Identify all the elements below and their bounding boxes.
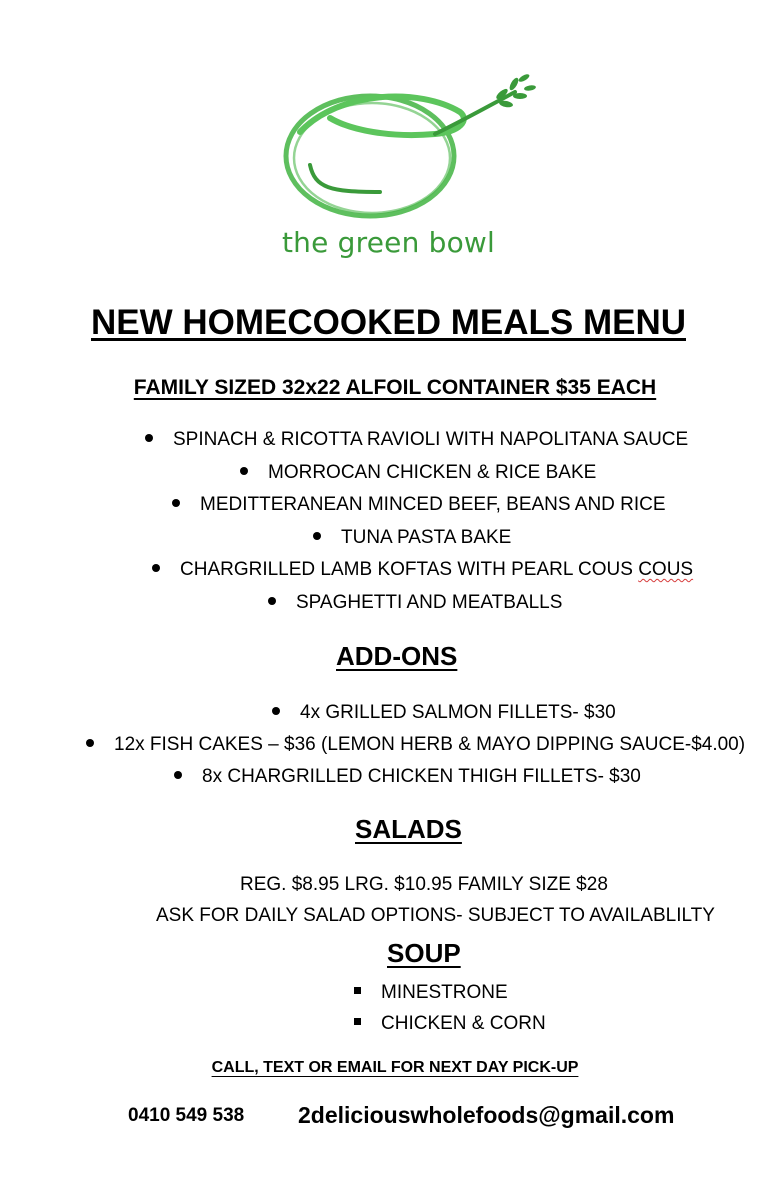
list-item: 12x FISH CAKES – $36 (LEMON HERB & MAYO DIPPING SAUCE-$4.00) (86, 734, 745, 756)
bullet-icon (240, 467, 248, 475)
salad-prices: REG. $8.95 LRG. $10.95 FAMILY SIZE $28 (240, 874, 608, 895)
phone-number: 0410 549 538 (128, 1105, 245, 1126)
list-item: SPAGHETTI AND MEATBALLS (268, 592, 562, 614)
bullet-icon (145, 434, 153, 442)
email-address: 2deliciouswholefoods@gmail.com (298, 1102, 675, 1128)
list-item: MINESTRONE (354, 982, 508, 1004)
brand-name: the green bowl (282, 226, 496, 259)
square-bullet-icon (354, 987, 361, 994)
bullet-icon (152, 564, 160, 572)
list-item: SPINACH & RICOTTA RAVIOLI WITH NAPOLITANA SAUCE (145, 429, 688, 451)
list-item: 4x GRILLED SALMON FILLETS- $30 (272, 702, 616, 724)
page-title: NEW HOMECOOKED MEALS MENU (91, 303, 686, 342)
bullet-icon (86, 739, 94, 747)
list-item: MORROCAN CHICKEN & RICE BAKE (240, 462, 596, 484)
bullet-icon (172, 499, 180, 507)
bullet-icon (313, 532, 321, 540)
list-item: MEDITTERANEAN MINCED BEEF, BEANS AND RICE (172, 494, 666, 516)
pickup-call-to-action: CALL, TEXT OR EMAIL FOR NEXT DAY PICK-UP (211, 1059, 579, 1076)
salad-note: ASK FOR DAILY SALAD OPTIONS- SUBJECT TO AVAILABLILTY (156, 905, 715, 926)
subtitle: FAMILY SIZED 32x22 ALFOIL CONTAINER $35 EACH (133, 376, 657, 399)
soup-heading: SOUP (387, 938, 461, 968)
spellcheck-word: COUS (638, 559, 694, 580)
bullet-icon (272, 707, 280, 715)
salads-heading: SALADS (355, 814, 462, 844)
square-bullet-icon (354, 1018, 361, 1025)
bullet-icon (268, 597, 276, 605)
list-item: TUNA PASTA BAKE (313, 527, 511, 549)
list-item: CHARGRILLED LAMB KOFTAS WITH PEARL COUS COUS (152, 559, 693, 581)
bullet-icon (174, 771, 182, 779)
list-item: 8x CHARGRILLED CHICKEN THIGH FILLETS- $30 (174, 766, 641, 788)
list-item: CHICKEN & CORN (354, 1013, 546, 1035)
addons-heading: ADD-ONS (336, 641, 458, 671)
